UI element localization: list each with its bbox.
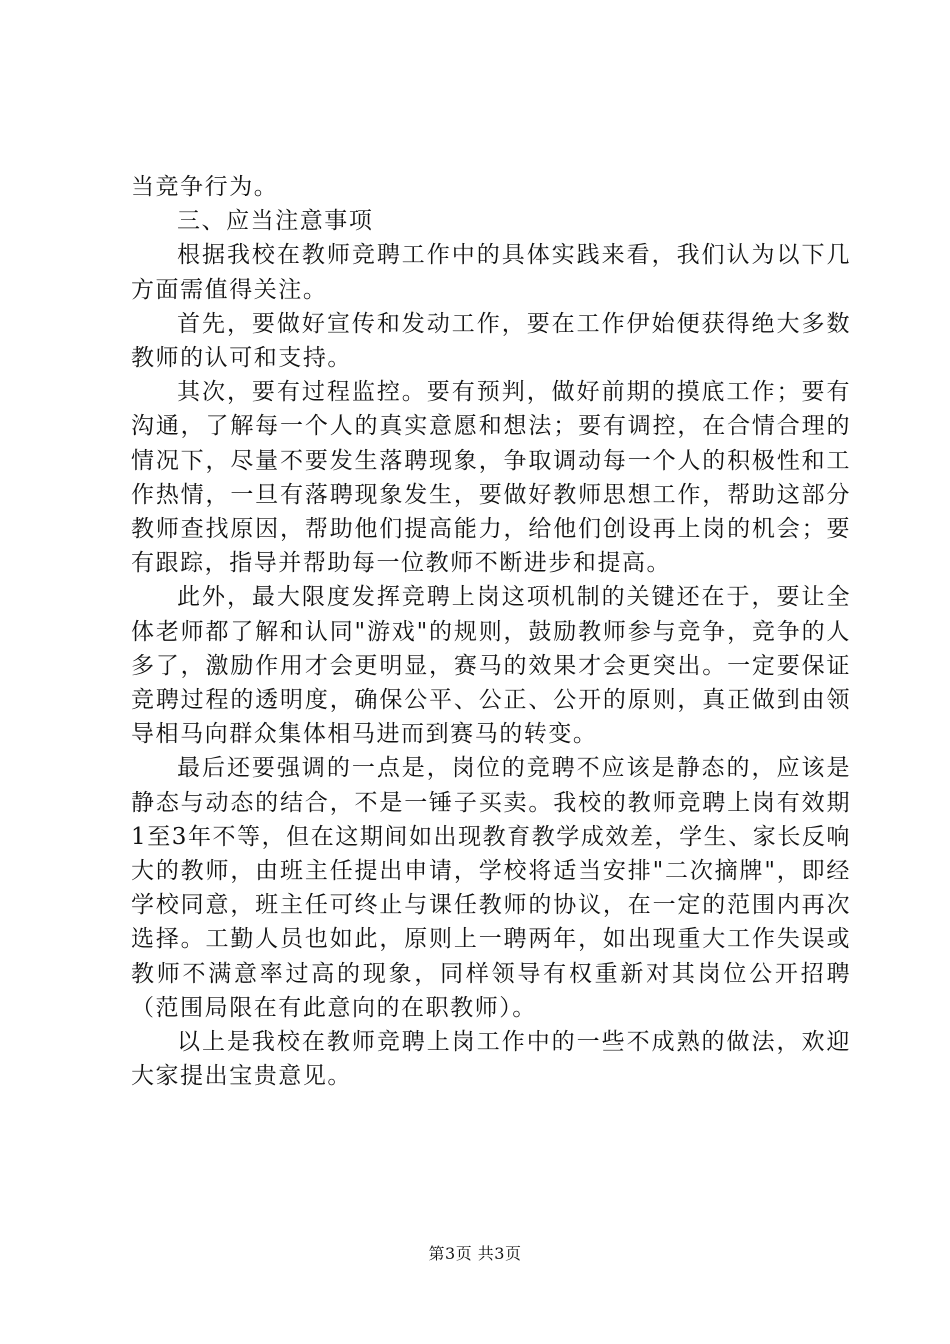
paragraph: 首先，要做好宣传和发动工作，要在工作伊始便获得绝大多数教师的认可和支持。 [131,310,851,372]
paragraph: 其次，要有过程监控。要有预判，做好前期的摸底工作；要有沟通，了解每一个人的真实意愿和想法；要有调控，在合情合理的情况下，尽量不要发生落聘现象，争取调动每一个人的积极性和工作热情，一旦有落聘现象发生，要做好教师思想工作，帮助这部分教师查找原因，帮助他们提高能力，给他们创设再上岗的机会；要有跟踪，指导并帮助每一位教师不断进步和提高。 [131,379,851,577]
paragraph-continuation: 当竞争行为。 [131,174,279,200]
paragraph: 此外，最大限度发挥竞聘上岗这项机制的关键还在于，要让全体老师都了解和认同"游戏"的规则，鼓励教师参与竞争，竞争的人多了，激励作用才会更明显，赛马的效果才会更突出。一定要保证竞聘过程的透明度，确保公平、公正、公开的原则，真正做到由领导相马向群众集体相马进而到赛马的转变。 [131,584,851,748]
page-footer [0,1243,950,1265]
paragraph: 以上是我校在教师竞聘上岗工作中的一些不成熟的做法，欢迎大家提出宝贵意见。 [131,1029,851,1090]
paragraph: 根据我校在教师竞聘工作中的具体实践来看，我们认为以下几方面需值得关注。 [131,242,851,303]
section-heading: 三、应当注意事项 [177,208,374,235]
paragraph: 最后还要强调的一点是，岗位的竞聘不应该是静态的，应该是静态与动态的结合，不是一锤子买卖。我校的教师竞聘上岗有效期1至3年不等，但在这期间如出现教育教学成效差，学生、家长反响大的教师，由班主任提出申请，学校将适当安排"二次摘牌"，即经学校同意，班主任可终止与课任教师的协议，在一定的范围内再次选择。工勤人员也如此，原则上一聘两年，如出现重大工作失误或教师不满意率过高的现象，同样领导有权重新对其岗位公开招聘（范围局限在有此意向的在职教师）。 [131,755,851,1021]
document-body [131,170,851,1093]
page-number-label: 第3页 共3页 [428,1244,522,1263]
